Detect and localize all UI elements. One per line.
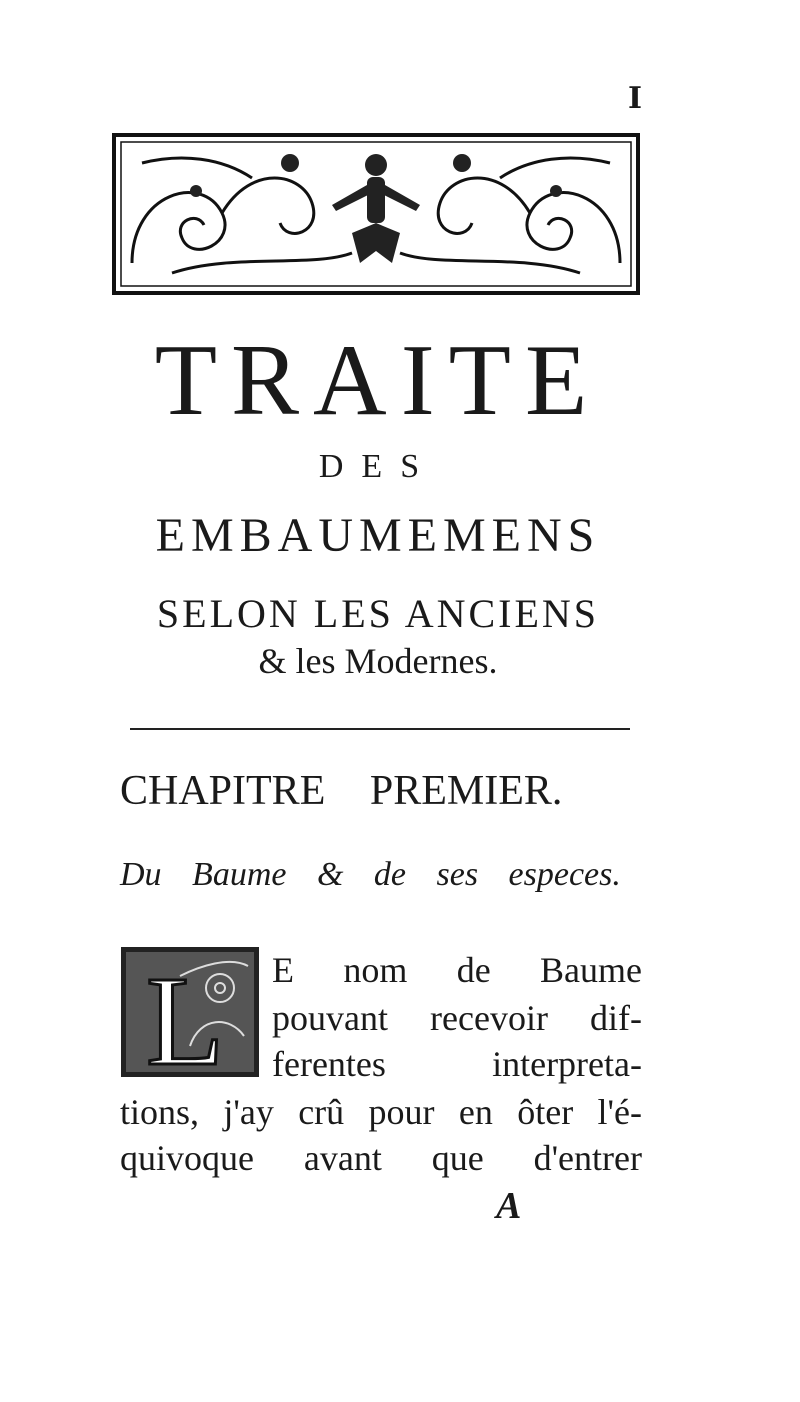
decorative-headpiece-ornament bbox=[112, 133, 640, 295]
drop-cap-ornament bbox=[120, 946, 260, 1078]
drop-cap-letter: L bbox=[146, 950, 225, 1078]
title-modernes: & les Modernes. bbox=[258, 641, 498, 681]
text-line: E nom de Baume bbox=[272, 950, 642, 990]
title-des: DES bbox=[318, 448, 438, 485]
title-selon: SELON LES ANCIENS bbox=[156, 591, 600, 636]
text-line: quivoque avant que d'entrer bbox=[120, 1138, 642, 1178]
text-line: tions, j'ay crû pour en ôter l'é- bbox=[120, 1092, 642, 1132]
chapter-subtitle: Du Baume & de ses especes. bbox=[120, 856, 621, 893]
page-number: I bbox=[628, 81, 643, 116]
page-title: TRAITE bbox=[154, 324, 602, 437]
text-line: ferentes interpreta- bbox=[272, 1044, 642, 1084]
chapter-heading: CHAPITRE PREMIER. bbox=[120, 768, 563, 814]
catchword-signature: A bbox=[496, 1185, 522, 1227]
horizontal-rule bbox=[130, 728, 630, 730]
title-embaumemens: EMBAUMEMENS bbox=[155, 509, 601, 562]
text-line: pouvant recevoir dif- bbox=[272, 998, 642, 1038]
